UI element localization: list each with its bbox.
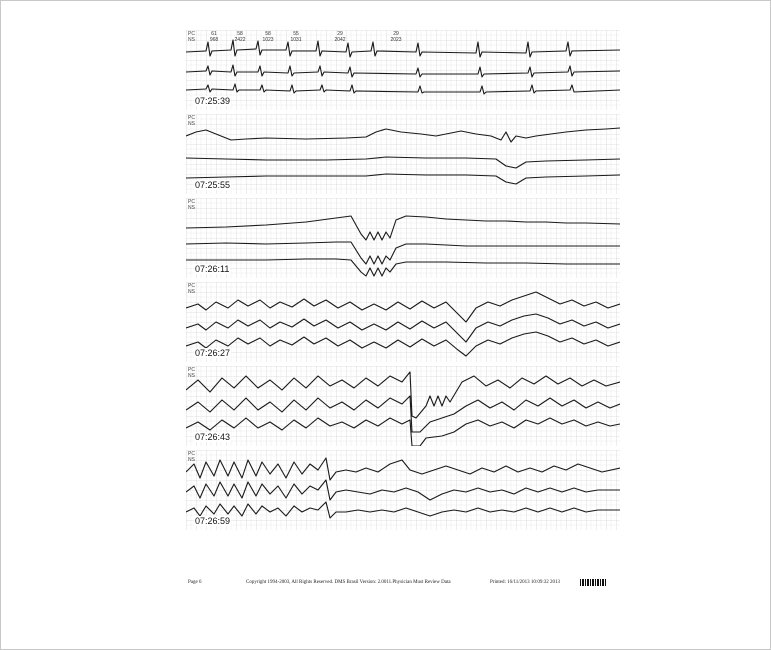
- strip-timestamp: 07:26:43: [195, 432, 231, 442]
- lead-name-label: NS: [188, 289, 195, 295]
- ecg-strip: [186, 450, 620, 530]
- ecg-strip: [186, 30, 620, 110]
- interval-annotation: 58 1023: [262, 31, 274, 43]
- ecg-strip: [186, 366, 620, 446]
- lead-pc-label: PC: [188, 451, 195, 457]
- lead-name-label: NS: [188, 373, 195, 379]
- interval-annotation: 29 2023: [390, 31, 402, 43]
- ecg-strip-graph: [186, 198, 620, 278]
- ecg-page: [186, 30, 620, 540]
- lead-name-label: NS: [188, 205, 195, 211]
- ecg-strip-graph: [186, 450, 620, 530]
- strip-timestamp: 07:26:11: [195, 264, 230, 274]
- lead-pc-label: PC: [188, 115, 195, 121]
- copyright-notice: Copyright 1994-2003, All Rights Reserved. DMS Brasil Version: 2.0011.Physician Must Review Data: [246, 580, 451, 585]
- strip-timestamp: 07:25:39: [195, 96, 231, 106]
- page-footer: [0, 580, 771, 592]
- interval-annotation: 61 968: [209, 31, 219, 43]
- page-number: Page 6: [188, 580, 202, 585]
- strip-timestamp: 07:25:55: [195, 180, 231, 190]
- strip-timestamp: 07:26:27: [195, 348, 231, 358]
- lead-name-label: NS: [188, 37, 195, 43]
- strip-timestamp: 07:26:59: [195, 516, 231, 526]
- lead-name-label: NS: [188, 121, 195, 127]
- ecg-strip: [186, 198, 620, 278]
- ecg-strip: [186, 114, 620, 194]
- printed-timestamp: Printed: 16/11/2013 10:09:32 2013: [490, 580, 560, 585]
- interval-annotation: 29 2042: [334, 31, 346, 43]
- lead-pc-label: PC: [188, 283, 195, 289]
- interval-annotation: 58 2422: [234, 31, 246, 43]
- interval-annotation: 55 1031: [290, 31, 302, 43]
- lead-pc-label: PC: [188, 31, 195, 37]
- ecg-strip: [186, 282, 620, 362]
- ecg-strip-graph: [186, 366, 620, 446]
- lead-pc-label: PC: [188, 367, 195, 373]
- lead-pc-label: PC: [188, 199, 195, 205]
- lead-name-label: NS: [188, 457, 195, 463]
- ecg-strip-graph: [186, 114, 620, 194]
- ecg-strip-graph: [186, 282, 620, 362]
- barcode-image: [580, 579, 606, 586]
